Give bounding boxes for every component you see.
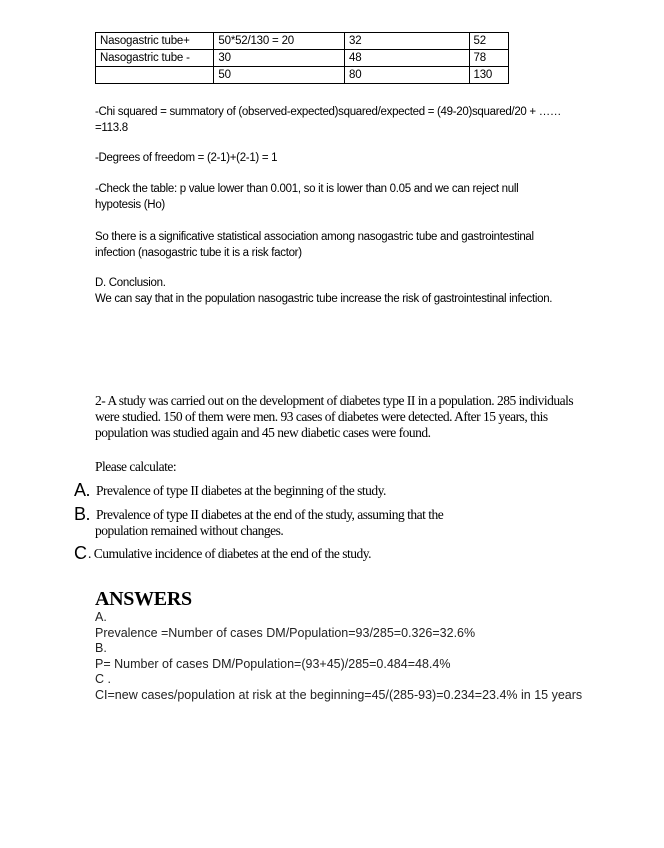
table-cell: 50	[214, 67, 345, 84]
conclusion-title: D. Conclusion.	[95, 277, 166, 289]
option-letter: A.	[74, 480, 91, 500]
table-row	[96, 33, 509, 50]
table-cell: 30	[214, 50, 345, 67]
table-cell: 78	[469, 50, 509, 67]
option-b	[74, 506, 574, 523]
option-a	[74, 482, 574, 499]
answer-b-label: B.	[95, 641, 107, 655]
table-cell: 80	[345, 67, 470, 84]
question-text: 2- A study was carried out on the development of diabetes type II in a population. 285 individuals were studied. 150 of them were men. 93 cases of diabetes were detected. After 15 years, this population was studied again and 45 new diabetic cases were found.	[95, 393, 574, 440]
table-cell: 130	[469, 67, 509, 84]
answers-heading: ANSWERS	[95, 588, 192, 610]
option-letter: B.	[74, 504, 91, 524]
contingency-table	[95, 32, 509, 84]
check-table-line: -Check the table: p value lower than 0.001, so it is lower than 0.05 and we can reject null hypotesis (Ho)	[95, 183, 519, 211]
option-text: Prevalence of type II diabetes at the beginning of the study.	[96, 483, 386, 498]
answer-a-text: Prevalence =Number of cases DM/Population=93/285=0.326=32.6%	[95, 626, 476, 640]
table-cell: 50*52/130 = 20	[214, 33, 345, 50]
option-c	[74, 545, 574, 562]
table-cell: 32	[345, 33, 470, 50]
table-cell	[96, 67, 214, 84]
option-letter: C	[74, 543, 87, 563]
answer-a-label: A.	[95, 610, 107, 624]
answer-c-label: C .	[95, 672, 111, 686]
table-cell: 48	[345, 50, 470, 67]
table-row	[96, 67, 509, 84]
table-cell: 52	[469, 33, 509, 50]
answer-b-text: P= Number of cases DM/Population=(93+45)/285=0.484=48.4%	[95, 657, 451, 671]
please-calculate: Please calculate:	[95, 459, 177, 474]
conclusion-text: We can say that in the population nasogastric tube increase the risk of gastrointestinal infection.	[95, 293, 553, 305]
chi-squared-line: -Chi squared = summatory of (observed-expected)squared/expected = (49-20)squared/20 + ……=113.8	[95, 106, 562, 134]
table-cell: Nasogastric tube -	[96, 50, 214, 67]
option-text: . Cumulative incidence of diabetes at the end of the study.	[88, 546, 372, 561]
degrees-of-freedom-line: -Degrees of freedom = (2-1)+(2-1) = 1	[95, 152, 278, 164]
option-text: Prevalence of type II diabetes at the end of the study, assuming that the	[96, 507, 444, 522]
answer-c-text: CI=new cases/population at risk at the beginning=45/(285-93)=0.234=23.4% in 15 years	[95, 688, 583, 702]
association-line: So there is a significative statistical association among nasogastric tube and gastrointestinal infection (nasogastric tube it is a risk factor)	[95, 231, 534, 259]
table-cell: Nasogastric tube+	[96, 33, 214, 50]
table-row	[96, 50, 509, 67]
option-b-continuation: population remained without changes.	[95, 523, 284, 538]
